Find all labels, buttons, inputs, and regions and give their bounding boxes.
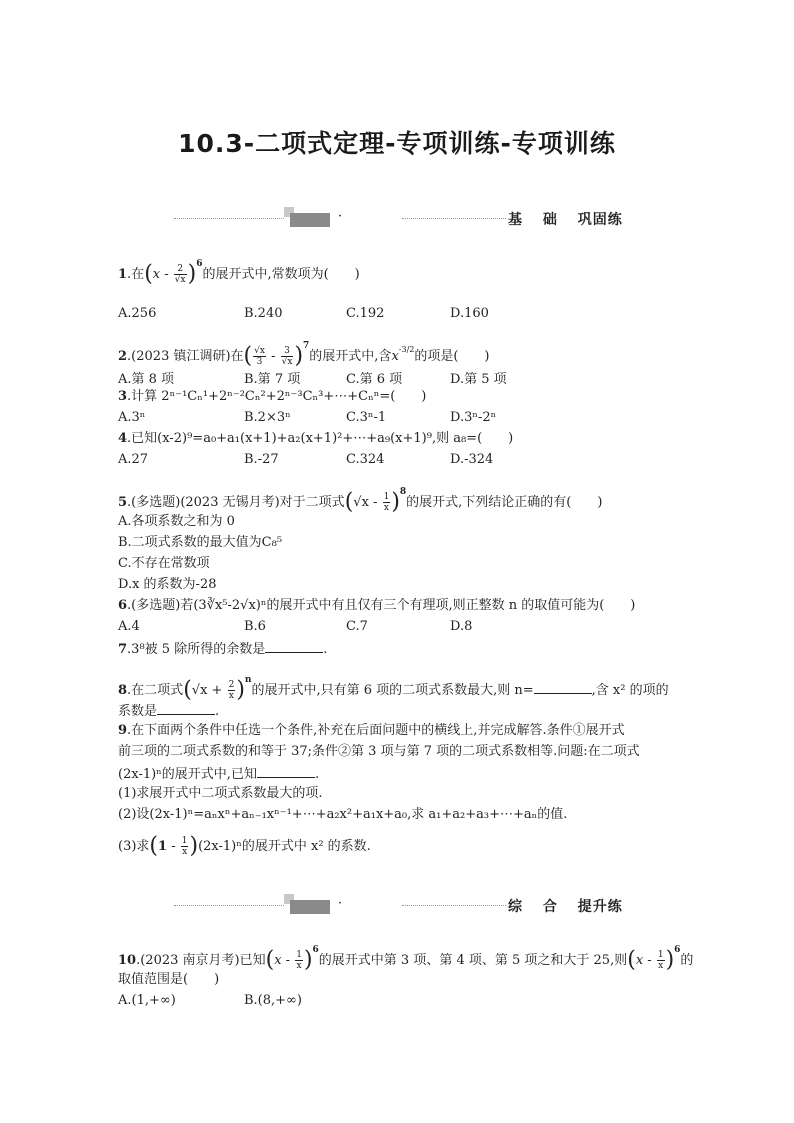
option-b: B.第 7 项 [244,372,301,387]
section-dot: · [338,896,343,911]
option-c: C.第 6 项 [346,372,403,387]
answer-blank[interactable] [534,681,592,694]
question-3: 3.计算 2ⁿ⁻¹Cₙ¹+2ⁿ⁻²Cₙ²+2ⁿ⁻³Cₙ³+⋯+Cₙⁿ=( ) [118,389,427,404]
options-q1 [0,306,794,322]
question-9-sub2: (2)设(2x-1)ⁿ=aₙxⁿ+aₙ₋₁xⁿ⁻¹+⋯+a₂x²+a₁x+a₀,求 a₁+a₂+a₃+⋯+aₙ的值. [118,807,568,822]
question-5: 5.(多选题)(2023 无锡月考)对于二项式(√x - $\frac{1}{x}$ )$^8$的展开式,下列结论正确的有( ) [118,487,603,515]
question-4: 4.已知(x-2)⁹=a₀+a₁(x+1)+a₂(x+1)²+⋯+a₉(x+1)⁹,则 a₈=( ) [118,431,514,446]
option-b: B.2×3ⁿ [244,410,291,425]
question-7: 7.3⁸被 5 除所得的余数是 . [118,642,328,657]
option-d: D.8 [450,619,473,634]
answer-blank[interactable] [157,702,215,715]
question-8-line2: 系数是 . [118,704,220,719]
section-dot: · [338,209,343,224]
question-1: 1.在(x - $\frac{2}{√x}$ )$^6$的展开式中,常数项为( ) [118,259,360,287]
option-b: B.-27 [244,452,279,467]
option-a: A.各项系数之和为 0 [118,514,235,529]
option-c: C.3ⁿ-1 [346,410,387,425]
option-a: A.4 [118,619,140,634]
section-header-advanced [0,894,794,922]
option-a: A.(1,+∞) [118,993,176,1008]
option-b: B.(8,+∞) [244,993,302,1008]
option-a: A.第 8 项 [118,372,175,387]
question-8: 8.在二项式(√x + $\frac{2}{x}$ )$^n$的展开式中,只有第 6 项的二项式系数最大,则 n= ,含 x² 的项的 [118,675,669,703]
question-9-sub3: (3)求(1 - $\frac{1}{x}$ )(2x-1)ⁿ的展开式中 x² 的系数. [118,833,371,859]
option-c: C.不存在常数项 [118,556,210,571]
option-b: B.6 [244,619,266,634]
question-9-sub1: (1)求展开式中二项式系数最大的项. [118,786,323,801]
options-q4 [0,452,794,468]
options-q6 [0,619,794,635]
option-a: A.27 [118,452,149,467]
option-d: D.160 [450,306,489,321]
option-c: C.192 [346,306,385,321]
divider [174,218,284,219]
option-b: B.240 [244,306,283,321]
fraction: $\frac{2}{√x}$ [174,264,186,285]
option-d: D.x 的系数为-28 [118,577,217,592]
option-a: A.256 [118,306,157,321]
option-a: A.3ⁿ [118,410,146,425]
divider [402,905,506,906]
question-6: 6.(多选题)若(3∛x⁵-2√x)ⁿ的展开式中有且仅有三个有理项,则正整数 n 的取值可能为( ) [118,598,636,613]
option-d: D.第 5 项 [450,372,507,387]
page-title: 10.3-二项式定理-专项训练-专项训练 [178,129,616,158]
question-10-line2: 取值范围是( ) [118,972,220,987]
question-9-line2: 前三项的二项式系数的和等于 37;条件②第 3 项与第 7 项的二项式系数相等.问题:在二项式 [118,744,640,759]
option-c: C.7 [346,619,368,634]
question-2: 2.(2023 镇江调研)在( $\frac{√x}{3}$ - $\frac{3}{√x}$ )$^7$的展开式中,含$x^{-3/2}$的项是( ) [118,341,490,369]
option-d: D.3ⁿ-2ⁿ [450,410,497,425]
option-d: D.-324 [450,452,494,467]
option-b: B.二项式系数的最大值为C₈⁵ [118,535,283,550]
section-header-basic [0,207,794,235]
section-label: 基 础 巩固练 [508,212,623,228]
option-c: C.324 [346,452,385,467]
options-q3 [0,410,794,426]
question-9-line3: (2x-1)ⁿ的展开式中,已知 . [118,767,320,782]
options-q10 [0,993,794,1009]
answer-blank[interactable] [257,765,315,778]
question-10: 10.(2023 南京月考)已知(x - $\frac{1}{x}$ )$^6$的展开式中第 3 项、第 4 项、第 5 项之和大于 25,则(x - $\frac{1}{x}$ )$^6$的 [118,945,694,973]
divider [174,905,284,906]
question-9: 9.在下面两个条件中任选一个条件,补充在后面问题中的横线上,并完成解答.条件①展开式 [118,723,625,738]
section-label: 综 合 提升练 [508,899,623,915]
answer-blank[interactable] [265,640,323,653]
options-q2 [0,368,794,387]
section-marker-dark [290,900,330,914]
divider [402,218,506,219]
section-marker-dark [290,213,330,227]
